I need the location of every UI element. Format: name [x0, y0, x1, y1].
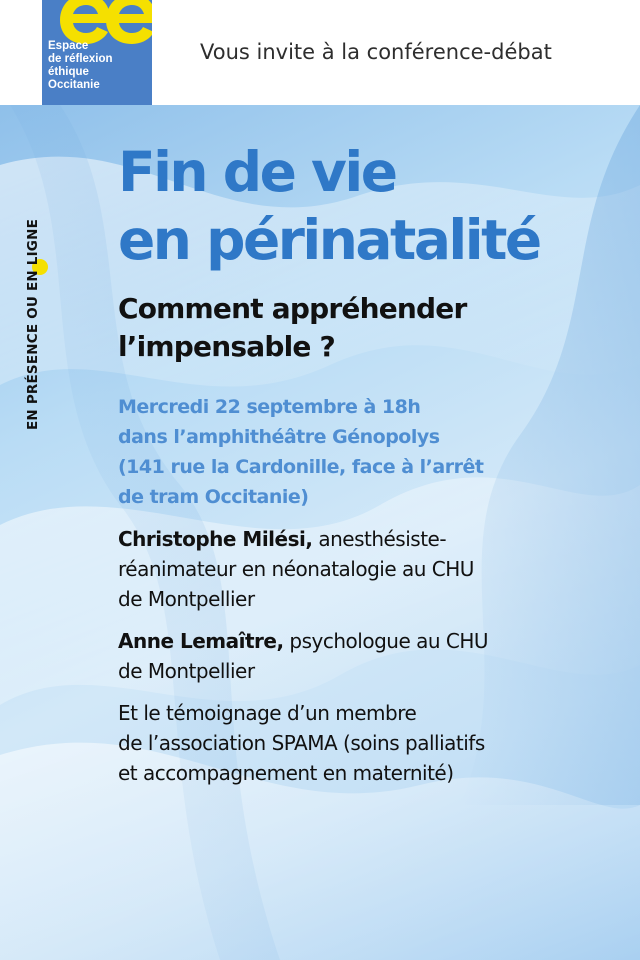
title-line: Fin de vie	[118, 140, 396, 204]
event-subtitle	[118, 290, 618, 366]
speaker-name: Anne Lemaître,	[118, 629, 284, 653]
speaker-name: Christophe Milési,	[118, 527, 313, 551]
event-title	[118, 138, 618, 274]
event-details	[118, 392, 618, 512]
logo-line: de réflexion	[48, 53, 113, 65]
invite-text: Vous invite à la conférence-débat	[200, 40, 552, 64]
speaker-role-line: de Montpellier	[118, 659, 255, 683]
event-date: Mercredi 22 septembre à 18h	[118, 396, 421, 418]
speaker	[118, 524, 618, 614]
logo-line: éthique	[48, 66, 89, 78]
subtitle-line: l’impensable ?	[118, 330, 335, 363]
speaker-role-line: réanimateur en néonatalogie au CHU	[118, 557, 474, 581]
testimony	[118, 698, 618, 788]
event-address: (141 rue la Cardonille, face à l’arrêt	[118, 456, 484, 478]
subtitle-line: Comment appréhender	[118, 292, 467, 325]
testimony-line: Et le témoignage d’un membre	[118, 701, 417, 725]
side-label-text: EN PRÉSENCE OU EN LIGNE	[25, 219, 41, 430]
logo	[42, 0, 152, 105]
event-address-2: de tram Occitanie)	[118, 486, 309, 508]
title-line: en périnatalité	[118, 208, 540, 272]
event-venue: dans l’amphithéâtre Génopolys	[118, 426, 440, 448]
testimony-line: et accompagnement en maternité)	[118, 761, 454, 785]
content	[118, 138, 618, 788]
logo-line: Espace	[48, 40, 89, 52]
speaker-role-line: de Montpellier	[118, 587, 255, 611]
testimony-line: de l’association SPAMA (soins palliatifs	[118, 731, 485, 755]
speaker	[118, 626, 618, 686]
logo-line: Occitanie	[48, 79, 100, 91]
speaker-role: psychologue au CHU	[283, 629, 489, 653]
speaker-role: anesthésiste-	[312, 527, 447, 551]
logo-text	[48, 40, 113, 92]
header	[0, 0, 640, 105]
